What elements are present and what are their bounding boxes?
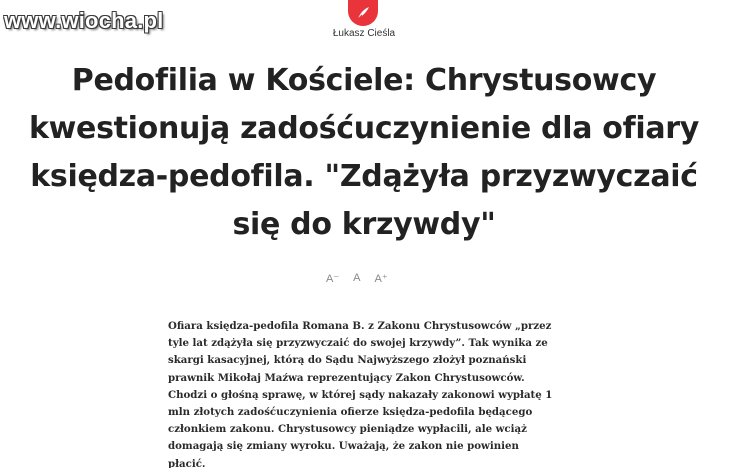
font-decrease-button[interactable]: A⁻ <box>326 273 340 285</box>
author-avatar[interactable] <box>348 0 378 26</box>
article-lead: Ofiara księdza-pedofila Romana B. z Zakonu Chrystusowców „przez tyle lat zdążyła się przyzwyczaić do swojej krzywdy”. Tak wynika ze skargi kasacyjnej, którą do Sądu Najwyższego złożył poznański prawnik Mikołaj Maźwa reprezentujący Zakon Chrystusowców. Chodzi o głośną sprawę, w której sądy nakazały zakonowi wypłatę 1 mln złotych zadośćuczynienia ofierze księdza-pedofila będącego członkiem zakonu. Chrystusowcy pieniądze wypłacili, ale wciąż domagają się zmiany wyroku. Uważają, że zakon nie powinien płacić. <box>168 320 553 468</box>
quill-icon <box>354 4 372 22</box>
author-name[interactable]: Łukasz Cieśla <box>332 28 396 39</box>
site-watermark: www.wiocha.pl <box>4 8 164 33</box>
font-reset-button[interactable]: A <box>353 272 361 284</box>
font-size-controls <box>326 272 388 285</box>
font-increase-button[interactable]: A⁺ <box>374 273 388 285</box>
article-headline: Pedofilia w Kościele: Chrystusowcy kwestionują zadośćuczynienie dla ofiary księdza-pedofila. "Zdążyła przyzwyczaić się do krzywdy" <box>28 63 700 242</box>
